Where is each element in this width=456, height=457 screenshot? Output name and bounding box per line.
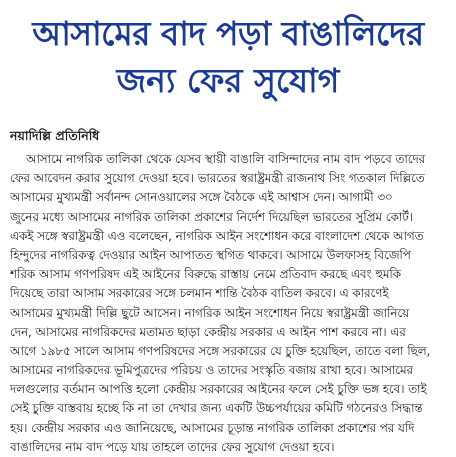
body-line: সেই চুক্তি বাস্তবায় হচ্ছে কি না তা দেখার জন্য একটি উচ্চপর্যায়ের কমিটি গঠনেরও সিদ্ধান্ত xyxy=(10,401,423,416)
body-line: আগে ১৯৮৫ সালে আসাম গণপরিষদের সঙ্গে সরকারের যে চুক্তি হয়েছিল, তাতে বলা ছিল, xyxy=(10,343,431,358)
body-line: হয়। কেন্দ্রীয় সরকার এও জানিয়েছে, আসামের চূড়ান্ত নাগরিক তালিকা প্রকাশের পর যদি xyxy=(10,420,415,435)
body-line: দেন, আসামের নাগরিকদের মতামত ছাড়া কেন্দ্রীয় সরকার এ আইন পাশ করবে না। এর xyxy=(10,324,406,339)
body-line: হিন্দুদের নাগরিকত্ব দেওয়ার আইন আপাতত স্থগিত থাকবে। আসামে উলফাসহ বিজেপি xyxy=(10,247,411,262)
body-line: জুনের মধ্যে আসামের নাগরিক তালিকা প্রকাশের নির্দেশ দিয়েছিল ভারতের সুপ্রিম কোর্ট। xyxy=(10,209,413,224)
body-line: একই সঙ্গে স্বরাষ্ট্রমন্ত্রী এও বলেছেন, নাগরিক আইন সংশোধন করে বাংলাদেশ থেকে আগত xyxy=(10,228,424,243)
body-line: দলগুলোর বর্তমান আপত্তি হলো কেন্দ্রীয় সরকারের আইনের ফলে সেই চুক্তি ভঙ্গ হবে। তাই xyxy=(10,382,427,397)
body-line: আসামের মুখ্যমন্ত্রী সর্বানন্দ সোনওয়ালের সঙ্গে বৈঠকে এই আশ্বাস দেন। আগামী ৩০ xyxy=(10,190,393,205)
body-line: শরিক আসাম গণপরিষদ এই আইনের বিরুদ্ধে রাস্তায় নেমে প্রতিবাদ করছে এবং হুমকি xyxy=(10,267,402,282)
byline: নয়াদিল্লি প্রতিনিধি xyxy=(10,128,100,143)
body-line: দিয়েছে তারা আসাম সরকারের সঙ্গে চলমান শান্তি বৈঠক বাতিল করবে। এ কারণেই xyxy=(10,286,389,301)
headline-line-1: আসামের বাদ পড়া বাঙালিদের xyxy=(32,14,424,53)
body-line: আসামে নাগরিক তালিকা থেকে যেসব স্থায়ী বাঙালি বাসিন্দাদের নাম বাদ পড়বে তাদের xyxy=(26,152,426,166)
body-line: বাঙালিদের নাম বাদ পড়ে যায় তাহলে তাদের ফের সুযোগ দেওয়া হবে। xyxy=(10,439,335,454)
body-line: আসামের মুখ্যমন্ত্রী দিল্লি ছুটে আসেন। নাগরিক আইন সংশোধন নিয়ে স্বরাষ্ট্রমন্ত্রী জানিয়ে xyxy=(10,305,410,320)
body-line: ফের আবেদন করার সুযোগ দেওয়া হবে। ভারতের স্বরাষ্ট্রমন্ত্রী রাজনাথ সিং গতকাল দিল্লিতে xyxy=(10,171,425,186)
body-line: আসামের নাগরিকদের ভূমিপুত্রদের পরিচয় ও তাদের সংস্কৃতি বজায় রাখা হবে। আসামের xyxy=(10,363,414,378)
article-body xyxy=(10,150,450,457)
headline-line-2: জন্য ফের সুযোগ xyxy=(116,61,340,100)
